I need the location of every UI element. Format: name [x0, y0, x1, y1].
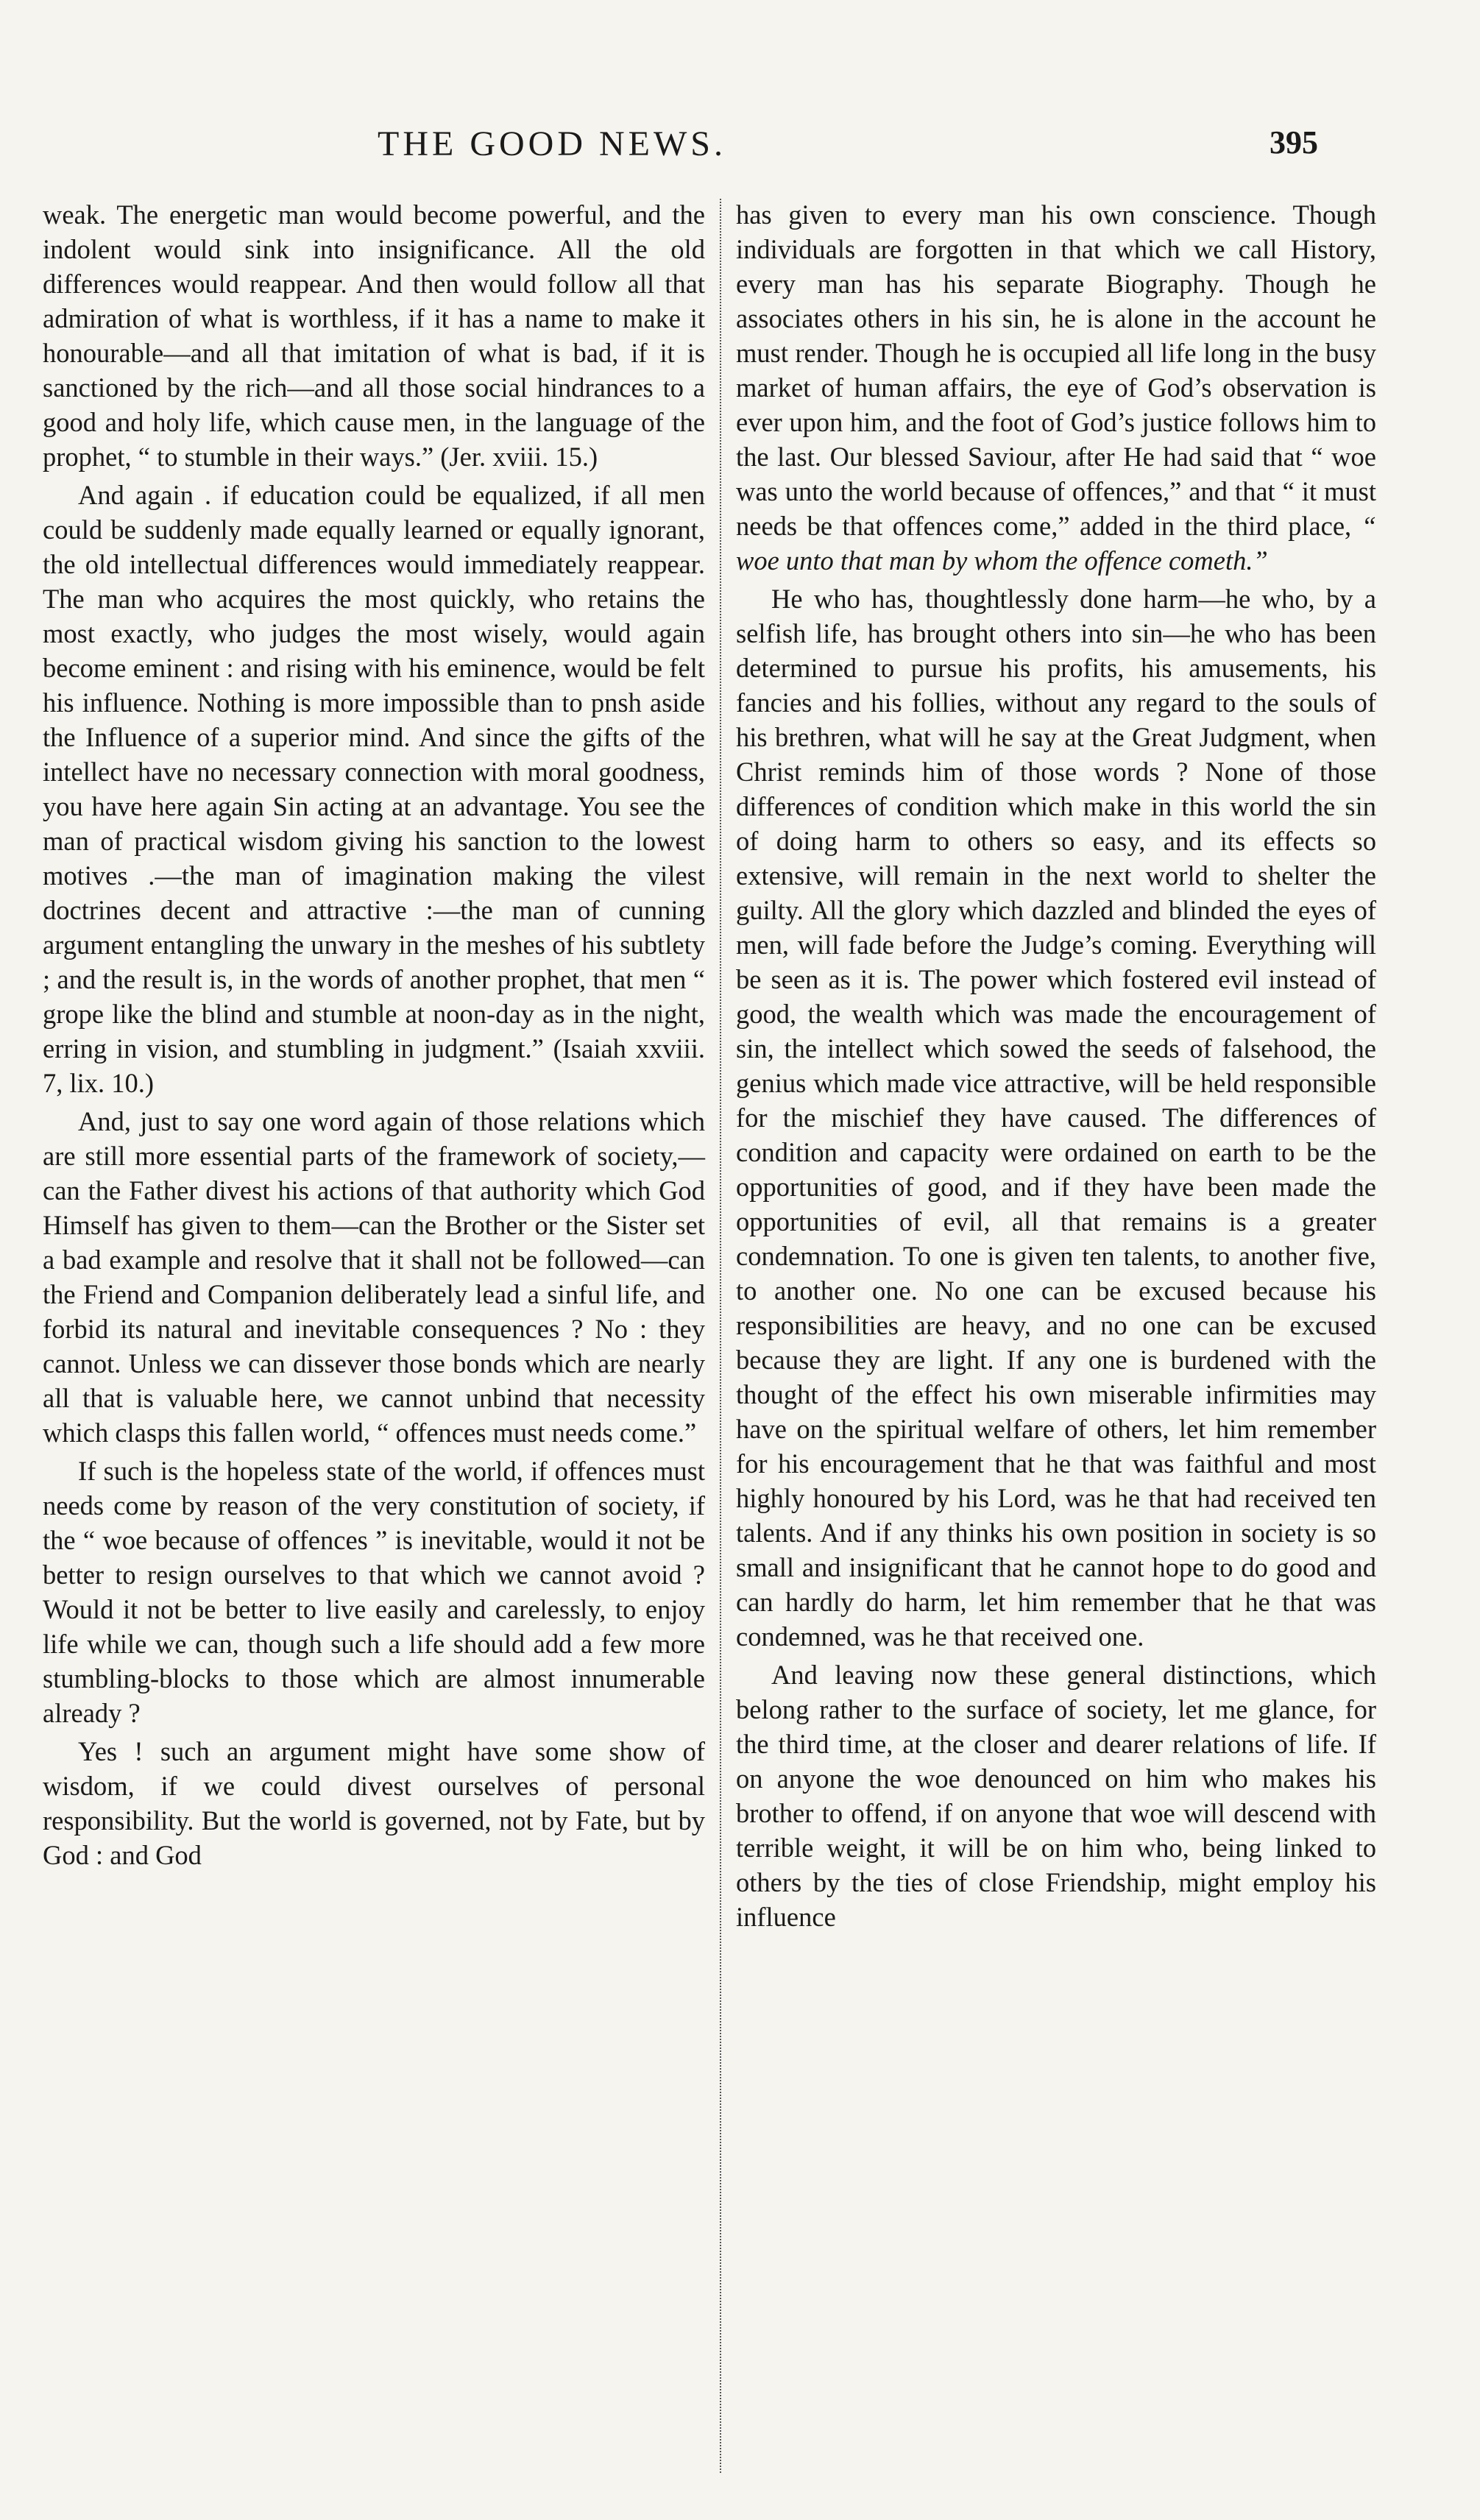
page-number: 395: [1270, 124, 1318, 160]
paragraph: And leaving now these general distinctions, which belong rather to the surface of society, let me glance, for the third time, at the closer and dearer relations of life. If on anyone the woe denounced on him who makes his brother to offend, if on anyone that woe will descend with terrible weight, it will be on him who, being linked to others by the ties of close Friendship, might employ his influence: [736, 1660, 1376, 1932]
paragraph: And again . if education could be equalized, if all men could be suddenly made equally learned or equally ignorant, the old intellectual differences would immediately reappear. The man who acquires the most quickly, who retains the most exactly, who judges the most wisely, would again become eminent : and rising with his eminence, would be felt his influence. Nothing is more impossible than to pnsh aside the Influence of a superior mind. And since the gifts of the intellect have no necessary connection with moral goodness, you have here again Sin acting at an advantage. You see the man of practical wisdom giving his sanction to the lowest motives .—the man of imagination making the vilest doctrines decent and attractive :—the man of cunning argument entangling the unwary in the meshes of his subtlety ; and the result is, in the words of another prophet, that men “ grope like the blind and stumble at noon-day as in the night, erring in vision, and stumbling in judgment.” (Isaiah xxviii. 7, lix. 10.): [43, 480, 705, 1098]
right-column: [736, 197, 1376, 1938]
paragraph-text: has given to every man his own conscience. Though individuals are forgotten in that which we call History, every man has his separate Biography. Though he associates others in his sin, he is alone in the account he must render. Though he is occupied all life long in the busy market of human affairs, the eye of God’s observation is ever upon him, and the foot of God’s justice follows him to the last. Our blessed Saviour, after He had said that “ woe was unto the world because of offences,” and that “ it must needs be that offences come,” added in the third place,: [736, 199, 1376, 541]
column-divider: [720, 199, 721, 2473]
paragraph: weak. The energetic man would become powerful, and the indolent would sink into insignificance. All the old differences would reappear. And then would follow all that admiration of what is worthless, if it has a name to make it honourable—and all that imitation of what is bad, if it is sanctioned by the rich—and all those social hindrances to a good and holy life, which cause men, in the language of the prophet, “ to stumble in their ways.” (Jer. xviii. 15.): [43, 199, 705, 472]
paragraph: And, just to say one word again of those relations which are still more essential parts of the framework of society,—can the Father divest his actions of that authority which God Himself has given to them—can the Brother or the Sister set a bad example and resolve that it shall not be followed—can the Friend and Companion deliberately lead a sinful life, and forbid its natural and inevitable consequences ? No : they cannot. Unless we can dissever those bonds which are nearly all that is valuable here, we cannot unbind that necessity which clasps this fallen world, “ offences must needs come.”: [43, 1106, 705, 1448]
paragraph: He who has, thoughtlessly done harm—he who, by a selfish life, has brought others into sin—he who has been determined to pursue his profits, his amusements, his fancies and his follies, without any regard to the souls of his brethren, what will he say at the Great Judgment, when Christ reminds him of those words ? None of those differences of condition which make in this world the sin of doing harm to others so easy, and its effects so extensive, will remain in the next world to shelter the guilty. All the glory which dazzled and blinded the eyes of men, will fade before the Judge’s coming. Everything will be seen as it is. The power which fostered evil instead of good, the wealth which was made the encouragement of sin, the intellect which sowed the seeds of falsehood, the genius which made vice attractive, will be held responsible for the mischief they have caused. The differences of condition and capacity were ordained on earth to be the opportunities of good, and if they have been made the opportunities of evil, all that remains is a greater condemnation. To one is given ten talents, to another five, to another one. No one can be excused because his responsibilities are heavy, and no one can be excused because they are light. If any one is burdened with the thought of the effect his own miserable infirmities may have on the spiritual welfare of others, let him remember for his encouragement that he that was faithful and most highly honoured by his Lord, was he that had received ten talents. And if any thinks his own position in society is so small and insignificant that he cannot hope to do good and can hardly do harm, let him remember that he that was condemned, was he that received one.: [736, 584, 1376, 1652]
scripture-quote: “ woe unto that man by whom the offence cometh.”: [736, 511, 1376, 576]
paragraph: If such is the hopeless state of the world, if offences must needs come by reason of the very constitution of society, if the “ woe because of offences ” is inevitable, would it not be better to resign ourselves to that which we cannot avoid ? Would it not be better to live easily and carelessly, to enjoy life while we can, though such a life should add a few more stumbling-blocks to those which are almost innumerable already ?: [43, 1456, 705, 1728]
paragraph: [736, 197, 1376, 578]
page-header: [0, 124, 1480, 175]
left-column: [43, 197, 705, 1876]
paragraph: Yes ! such an argument might have some show of wisdom, if we could divest ourselves of personal responsibility. But the world is governed, not by Fate, but by God : and God: [43, 1736, 705, 1870]
running-title: THE GOOD NEWS.: [378, 124, 726, 163]
